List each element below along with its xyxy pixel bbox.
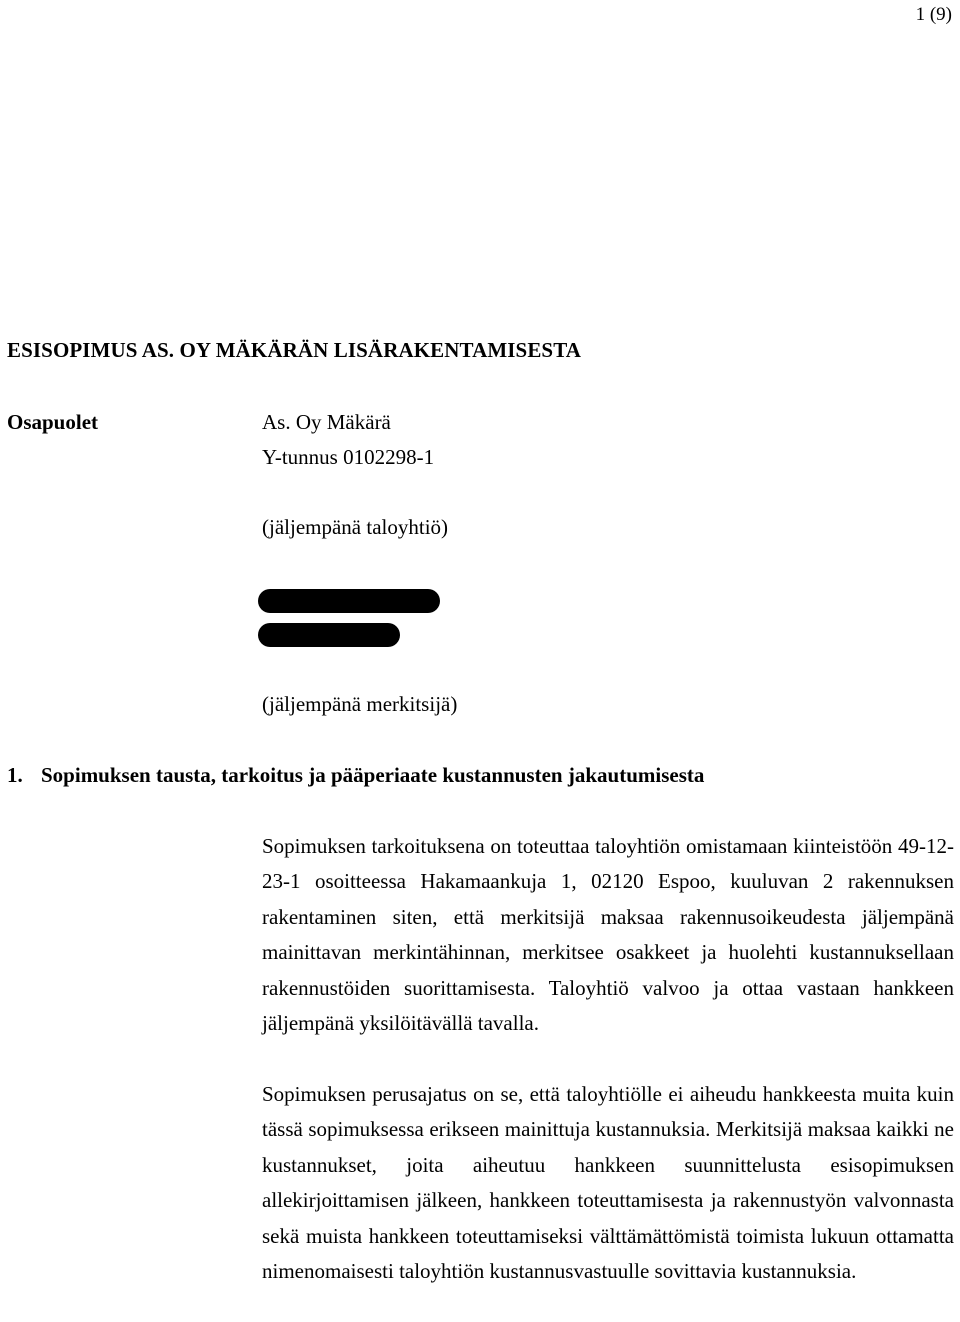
- section-heading: [7, 763, 704, 788]
- section-heading-text: Sopimuksen tausta, tarkoitus ja pääperiaate kustannusten jakautumisesta: [41, 763, 705, 787]
- party1-role: (jäljempänä taloyhtiö): [262, 515, 449, 539]
- party1-name: As. Oy Mäkärä: [262, 410, 391, 434]
- redaction-bar-name: [258, 589, 440, 613]
- parties-label: Osapuolet: [7, 410, 99, 434]
- section-number: 1.: [7, 763, 23, 787]
- document-title: ESISOPIMUS AS. OY MÄKÄRÄN LISÄRAKENTAMISESTA: [7, 338, 582, 362]
- redaction-bar-id: [258, 623, 400, 647]
- party1-business-id: Y-tunnus 0102298-1: [262, 445, 435, 469]
- party2-role: (jäljempänä merkitsijä): [262, 692, 458, 716]
- paragraph-cost-principle: Sopimuksen perusajatus on se, että taloyhtiölle ei aiheudu hankkeesta muita kuin tässä sopimuksessa erikseen mainittuja kustannuksia. Merkitsijä maksaa kaikki ne kustannukset, joita aiheutuu hankkeen suunnittelusta esisopimuksen allekirjoittamisen jälkeen, hankkeen toteuttamisesta ja rakennustyön valvonnasta sekä muista hankkeen toteuttamiseksi välttämättömistä toimista lukuun ottamatta nimenomaisesti taloyhtiön kustannusvastuulle sovittavia kustannuksia.: [262, 1082, 954, 1284]
- page-number: 1 (9): [915, 4, 952, 25]
- paragraph-purpose: Sopimuksen tarkoituksena on toteuttaa taloyhtiön omistamaan kiinteistöön 49-12-23-1 osoitteessa Hakamaankuja 1, 02120 Espoo, kuuluvan 2 rakennuksen rakentaminen siten, että merkitsijä maksaa rakennusoikeudesta jäljempänä mainittavan merkintähinnan, merkitsee osakkeet ja huolehti kustannuksellaan rakennustöiden suorittamisesta. Taloyhtiö valvoo ja ottaa vastaan hankkeen jäljempänä yksilöitävällä tavalla.: [262, 834, 954, 1036]
